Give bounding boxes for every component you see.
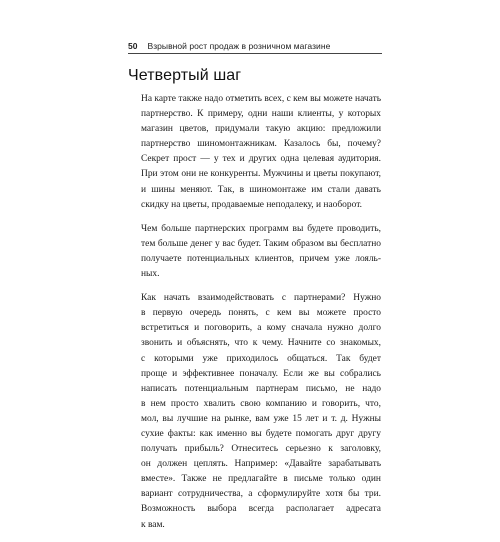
paragraph-3 — [141, 291, 381, 533]
text-line: ных. — [141, 269, 160, 280]
header-rule — [128, 53, 382, 54]
text-line: получаете потенциальных клиентов, причем уже лояль- — [141, 253, 381, 264]
text-line: с которыми уже приходилось общаться. Так будет — [141, 353, 381, 364]
text-line: получать прибыль? Отнеситесь серьезно к заголовку, — [141, 444, 381, 455]
text-line: в нем просто хвалить свою компанию и говорить, что, — [141, 398, 381, 409]
text-line: сухие факты: как именно вы будете помогать друг другу — [141, 428, 381, 439]
text-line: написать потенциальным партнерам письмо, не надо — [141, 383, 381, 394]
text-line: скидку на цветы, продаваемые неподалеку, и наоборот. — [141, 199, 362, 210]
paragraph-2 — [141, 222, 381, 282]
text-line: вместе». Также не предлагайте в письме только один — [141, 474, 381, 485]
text-line: он должен цеплять. Например: «Давайте зарабатывать — [141, 459, 381, 470]
text-line: к вам. — [141, 519, 165, 530]
text-line: в первую очередь понять, с кем вы можете просто — [141, 308, 381, 319]
text-line: Возможность выбора всегда располагает адресата — [141, 504, 381, 515]
section-heading: Четвертый шаг — [128, 67, 242, 84]
text-line: вариант сотрудничества, а сформулируйте хотя бы три. — [141, 489, 381, 500]
text-line: мол, вы лучшие на рынке, вам уже 15 лет и т. д. Нужны — [141, 413, 381, 424]
text-line: магазин цветов, придумали такую акцию: предложили — [141, 124, 381, 135]
text-line: партнерство шиномонтажникам. Казалось бы, почему? — [141, 139, 381, 150]
running-header — [128, 41, 382, 51]
page-number: 50 — [128, 41, 138, 51]
text-line: и шины меняют. Так, в шиномонтаже им стали давать — [141, 184, 381, 195]
text-line: проще и эффективнее поначалу. Если же вы собрались — [141, 368, 381, 379]
text-line: звонить и объяснять, что к чему. Начните со знакомых, — [141, 338, 381, 349]
running-title: Взрывной рост продаж в розничном магазине — [147, 41, 331, 51]
text-line: встретиться и поговорить, а кому сначала нужно долго — [141, 323, 381, 334]
paragraph-1 — [141, 92, 381, 213]
text-line: Чем больше партнерских программ вы будете проводить, — [141, 223, 381, 234]
text-line: партнерство. К примеру, одни наши клиенты, у которых — [141, 109, 381, 120]
text-line: На карте также надо отметить всех, с кем вы можете начать — [141, 94, 381, 104]
text-line: тем больше денег у вас будет. Таким образом вы бесплатно — [141, 238, 381, 249]
text-line: Секрет прост — у тех и других одна целевая аудитория. — [141, 154, 381, 165]
text-line: При этом они не конкуренты. Мужчины и цветы покупают, — [141, 169, 381, 180]
body-text — [141, 92, 381, 542]
text-line: Как начать взаимодействовать с партнерами? Нужно — [141, 293, 381, 304]
